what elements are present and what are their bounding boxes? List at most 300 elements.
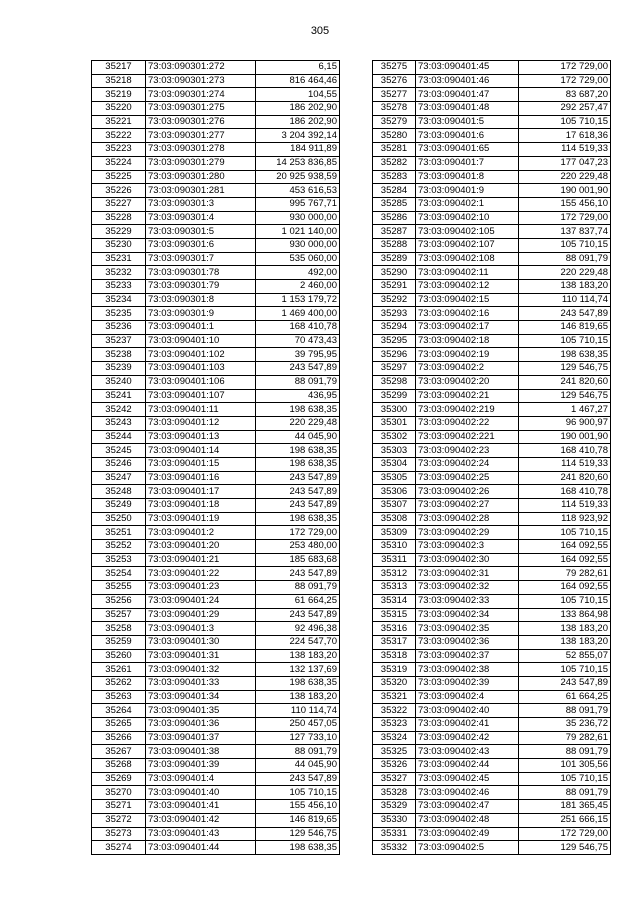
table-row <box>373 499 611 513</box>
table-row <box>92 676 340 690</box>
table-row <box>373 389 611 403</box>
value-cell: 198 638,35 <box>256 512 340 526</box>
record-number-cell: 35240 <box>92 375 146 389</box>
value-cell: 138 183,20 <box>256 649 340 663</box>
cadastral-number-cell: 73:03:090301:7 <box>146 252 256 266</box>
record-number-cell: 35324 <box>373 731 416 745</box>
record-number-cell: 35249 <box>92 499 146 513</box>
record-number-cell: 35282 <box>373 156 416 170</box>
table-row <box>92 485 340 499</box>
value-cell: 92 496,38 <box>256 622 340 636</box>
record-number-cell: 35277 <box>373 88 416 102</box>
table-row <box>92 718 340 732</box>
value-cell: 168 410,78 <box>519 444 611 458</box>
table-row <box>92 307 340 321</box>
record-number-cell: 35252 <box>92 540 146 554</box>
table-row <box>373 321 611 335</box>
table-row <box>373 115 611 129</box>
table-row <box>92 827 340 841</box>
value-cell: 220 229,48 <box>256 416 340 430</box>
value-cell: 816 464,46 <box>256 74 340 88</box>
cadastral-number-cell: 73:03:090401:29 <box>146 608 256 622</box>
table-row <box>92 594 340 608</box>
value-cell: 2 460,00 <box>256 280 340 294</box>
table-row <box>92 471 340 485</box>
table-row <box>373 129 611 143</box>
record-number-cell: 35271 <box>92 800 146 814</box>
cadastral-number-cell: 73:03:090402:31 <box>416 567 519 581</box>
cadastral-number-cell: 73:03:090301:275 <box>146 102 256 116</box>
value-cell: 198 638,35 <box>256 676 340 690</box>
table-row <box>92 102 340 116</box>
value-cell: 79 282,61 <box>519 567 611 581</box>
record-number-cell: 35286 <box>373 211 416 225</box>
record-number-cell: 35248 <box>92 485 146 499</box>
value-cell: 535 060,00 <box>256 252 340 266</box>
value-cell: 250 457,05 <box>256 718 340 732</box>
cadastral-number-cell: 73:03:090401:37 <box>146 731 256 745</box>
cadastral-table-left <box>91 60 340 855</box>
cadastral-number-cell: 73:03:090401:42 <box>146 813 256 827</box>
table-row <box>92 457 340 471</box>
cadastral-number-cell: 73:03:090401:38 <box>146 745 256 759</box>
record-number-cell: 35222 <box>92 129 146 143</box>
table-row <box>373 567 611 581</box>
value-cell: 110 114,74 <box>519 293 611 307</box>
cadastral-number-cell: 73:03:090402:33 <box>416 594 519 608</box>
table-row <box>92 143 340 157</box>
table-row <box>92 211 340 225</box>
cadastral-number-cell: 73:03:090402:15 <box>416 293 519 307</box>
record-number-cell: 35267 <box>92 745 146 759</box>
record-number-cell: 35319 <box>373 663 416 677</box>
record-number-cell: 35300 <box>373 403 416 417</box>
table-row <box>92 581 340 595</box>
table-row <box>373 74 611 88</box>
table-row <box>373 307 611 321</box>
table-row <box>373 61 611 75</box>
table-row <box>373 170 611 184</box>
record-number-cell: 35305 <box>373 471 416 485</box>
value-cell: 1 153 179,72 <box>256 293 340 307</box>
value-cell: 104,55 <box>256 88 340 102</box>
value-cell: 101 305,56 <box>519 759 611 773</box>
value-cell: 17 618,36 <box>519 129 611 143</box>
record-number-cell: 35246 <box>92 457 146 471</box>
value-cell: 96 900,97 <box>519 416 611 430</box>
cadastral-number-cell: 73:03:090402:18 <box>416 334 519 348</box>
cadastral-number-cell: 73:03:090402:39 <box>416 676 519 690</box>
record-number-cell: 35234 <box>92 293 146 307</box>
value-cell: 133 864,98 <box>519 608 611 622</box>
table-row <box>373 540 611 554</box>
table-row <box>92 74 340 88</box>
cadastral-number-cell: 73:03:090402:43 <box>416 745 519 759</box>
record-number-cell: 35311 <box>373 553 416 567</box>
table-row <box>373 813 611 827</box>
value-cell: 3 204 392,14 <box>256 129 340 143</box>
record-number-cell: 35265 <box>92 718 146 732</box>
value-cell: 129 546,75 <box>519 362 611 376</box>
value-cell: 39 795,95 <box>256 348 340 362</box>
record-number-cell: 35229 <box>92 225 146 239</box>
record-number-cell: 35291 <box>373 280 416 294</box>
record-number-cell: 35225 <box>92 170 146 184</box>
cadastral-number-cell: 73:03:090402:25 <box>416 471 519 485</box>
record-number-cell: 35285 <box>373 197 416 211</box>
record-number-cell: 35310 <box>373 540 416 554</box>
cadastral-number-cell: 73:03:090402:10 <box>416 211 519 225</box>
table-row <box>373 485 611 499</box>
value-cell: 164 092,55 <box>519 553 611 567</box>
value-cell: 155 456,10 <box>256 800 340 814</box>
record-number-cell: 35255 <box>92 581 146 595</box>
cadastral-number-cell: 73:03:090401:43 <box>146 827 256 841</box>
cadastral-number-cell: 73:03:090401:5 <box>416 115 519 129</box>
table-row <box>373 143 611 157</box>
record-number-cell: 35293 <box>373 307 416 321</box>
record-number-cell: 35287 <box>373 225 416 239</box>
value-cell: 105 710,15 <box>519 526 611 540</box>
table-row <box>92 649 340 663</box>
cadastral-number-cell: 73:03:090402:35 <box>416 622 519 636</box>
record-number-cell: 35218 <box>92 74 146 88</box>
value-cell: 172 729,00 <box>256 526 340 540</box>
value-cell: 137 837,74 <box>519 225 611 239</box>
table-row <box>373 88 611 102</box>
cadastral-number-cell: 73:03:090401:11 <box>146 403 256 417</box>
value-cell: 105 710,15 <box>519 334 611 348</box>
record-number-cell: 35266 <box>92 731 146 745</box>
table-row <box>92 334 340 348</box>
table-row <box>373 800 611 814</box>
cadastral-number-cell: 73:03:090402:5 <box>416 841 519 855</box>
cadastral-number-cell: 73:03:090402:37 <box>416 649 519 663</box>
record-number-cell: 35312 <box>373 567 416 581</box>
value-cell: 105 710,15 <box>519 115 611 129</box>
record-number-cell: 35257 <box>92 608 146 622</box>
cadastral-number-cell: 73:03:090401:14 <box>146 444 256 458</box>
table-row <box>373 471 611 485</box>
table-row <box>373 772 611 786</box>
value-cell: 110 114,74 <box>256 704 340 718</box>
cadastral-number-cell: 73:03:090402:42 <box>416 731 519 745</box>
table-row <box>373 211 611 225</box>
table-row <box>373 197 611 211</box>
record-number-cell: 35263 <box>92 690 146 704</box>
record-number-cell: 35217 <box>92 61 146 75</box>
record-number-cell: 35309 <box>373 526 416 540</box>
cadastral-number-cell: 73:03:090401:20 <box>146 540 256 554</box>
cadastral-number-cell: 73:03:090301:5 <box>146 225 256 239</box>
value-cell: 114 519,33 <box>519 457 611 471</box>
value-cell: 114 519,33 <box>519 143 611 157</box>
value-cell: 436,95 <box>256 389 340 403</box>
record-number-cell: 35274 <box>92 841 146 855</box>
table-row <box>92 663 340 677</box>
table-row <box>92 731 340 745</box>
table-row <box>373 225 611 239</box>
table-row <box>373 293 611 307</box>
value-cell: 172 729,00 <box>519 827 611 841</box>
value-cell: 172 729,00 <box>519 74 611 88</box>
table-row <box>373 375 611 389</box>
cadastral-number-cell: 73:03:090402:24 <box>416 457 519 471</box>
value-cell: 105 710,15 <box>519 594 611 608</box>
cadastral-number-cell: 73:03:090301:6 <box>146 238 256 252</box>
cadastral-number-cell: 73:03:090402:48 <box>416 813 519 827</box>
table-row <box>92 184 340 198</box>
value-cell: 105 710,15 <box>519 663 611 677</box>
cadastral-number-cell: 73:03:090401:32 <box>146 663 256 677</box>
cadastral-number-cell: 73:03:090301:273 <box>146 74 256 88</box>
value-cell: 61 664,25 <box>256 594 340 608</box>
cadastral-number-cell: 73:03:090402:3 <box>416 540 519 554</box>
value-cell: 243 547,89 <box>256 608 340 622</box>
record-number-cell: 35284 <box>373 184 416 198</box>
record-number-cell: 35264 <box>92 704 146 718</box>
cadastral-number-cell: 73:03:090401:103 <box>146 362 256 376</box>
table-row <box>92 348 340 362</box>
cadastral-number-cell: 73:03:090401:44 <box>146 841 256 855</box>
value-cell: 251 666,15 <box>519 813 611 827</box>
record-number-cell: 35313 <box>373 581 416 595</box>
record-number-cell: 35316 <box>373 622 416 636</box>
record-number-cell: 35283 <box>373 170 416 184</box>
cadastral-number-cell: 73:03:090401:106 <box>146 375 256 389</box>
record-number-cell: 35224 <box>92 156 146 170</box>
value-cell: 453 616,53 <box>256 184 340 198</box>
cadastral-number-cell: 73:03:090401:46 <box>416 74 519 88</box>
record-number-cell: 35276 <box>373 74 416 88</box>
value-cell: 172 729,00 <box>519 211 611 225</box>
cadastral-number-cell: 73:03:090401:6 <box>416 129 519 143</box>
record-number-cell: 35270 <box>92 786 146 800</box>
table-row <box>373 718 611 732</box>
table-row <box>373 649 611 663</box>
cadastral-number-cell: 73:03:090402:221 <box>416 430 519 444</box>
table-row <box>92 129 340 143</box>
value-cell: 190 001,90 <box>519 430 611 444</box>
value-cell: 220 229,48 <box>519 266 611 280</box>
record-number-cell: 35322 <box>373 704 416 718</box>
table-row <box>373 430 611 444</box>
value-cell: 88 091,79 <box>256 375 340 389</box>
table-row <box>373 759 611 773</box>
record-number-cell: 35290 <box>373 266 416 280</box>
table-row <box>92 512 340 526</box>
record-number-cell: 35251 <box>92 526 146 540</box>
value-cell: 20 925 938,59 <box>256 170 340 184</box>
record-number-cell: 35308 <box>373 512 416 526</box>
value-cell: 138 183,20 <box>519 635 611 649</box>
table-row <box>92 430 340 444</box>
record-number-cell: 35275 <box>373 61 416 75</box>
value-cell: 243 547,89 <box>256 471 340 485</box>
table-row <box>373 102 611 116</box>
record-number-cell: 35330 <box>373 813 416 827</box>
value-cell: 168 410,78 <box>256 321 340 335</box>
cadastral-number-cell: 73:03:090402:40 <box>416 704 519 718</box>
table-row <box>373 266 611 280</box>
cadastral-number-cell: 73:03:090301:8 <box>146 293 256 307</box>
table-row <box>92 321 340 335</box>
table-row <box>92 567 340 581</box>
table-row <box>373 403 611 417</box>
table-row <box>92 225 340 239</box>
record-number-cell: 35273 <box>92 827 146 841</box>
cadastral-number-cell: 73:03:090401:31 <box>146 649 256 663</box>
table-row <box>373 184 611 198</box>
value-cell: 220 229,48 <box>519 170 611 184</box>
cadastral-number-cell: 73:03:090401:16 <box>146 471 256 485</box>
value-cell: 186 202,90 <box>256 102 340 116</box>
value-cell: 129 546,75 <box>256 827 340 841</box>
cadastral-number-cell: 73:03:090301:274 <box>146 88 256 102</box>
table-row <box>373 156 611 170</box>
value-cell: 184 911,89 <box>256 143 340 157</box>
value-cell: 138 183,20 <box>519 622 611 636</box>
record-number-cell: 35262 <box>92 676 146 690</box>
record-number-cell: 35226 <box>92 184 146 198</box>
cadastral-number-cell: 73:03:090301:276 <box>146 115 256 129</box>
value-cell: 88 091,79 <box>519 786 611 800</box>
record-number-cell: 35304 <box>373 457 416 471</box>
value-cell: 44 045,90 <box>256 759 340 773</box>
table-row <box>92 197 340 211</box>
cadastral-number-cell: 73:03:090402:19 <box>416 348 519 362</box>
record-number-cell: 35296 <box>373 348 416 362</box>
cadastral-number-cell: 73:03:090402:27 <box>416 499 519 513</box>
record-number-cell: 35317 <box>373 635 416 649</box>
value-cell: 930 000,00 <box>256 238 340 252</box>
cadastral-number-cell: 73:03:090401:48 <box>416 102 519 116</box>
cadastral-number-cell: 73:03:090402:26 <box>416 485 519 499</box>
record-number-cell: 35272 <box>92 813 146 827</box>
value-cell: 243 547,89 <box>519 307 611 321</box>
value-cell: 88 091,79 <box>519 252 611 266</box>
record-number-cell: 35258 <box>92 622 146 636</box>
value-cell: 198 638,35 <box>256 457 340 471</box>
record-number-cell: 35315 <box>373 608 416 622</box>
table-row <box>92 403 340 417</box>
table-row <box>373 526 611 540</box>
record-number-cell: 35281 <box>373 143 416 157</box>
table-row <box>373 512 611 526</box>
cadastral-number-cell: 73:03:090402:17 <box>416 321 519 335</box>
value-cell: 105 710,15 <box>519 772 611 786</box>
value-cell: 105 710,15 <box>519 238 611 252</box>
record-number-cell: 35241 <box>92 389 146 403</box>
record-number-cell: 35329 <box>373 800 416 814</box>
value-cell: 198 638,35 <box>256 444 340 458</box>
cadastral-number-cell: 73:03:090401:30 <box>146 635 256 649</box>
cadastral-table-right <box>372 60 611 855</box>
cadastral-number-cell: 73:03:090402:44 <box>416 759 519 773</box>
value-cell: 198 638,35 <box>256 841 340 855</box>
value-cell: 1 467,27 <box>519 403 611 417</box>
table-row <box>373 444 611 458</box>
cadastral-number-cell: 73:03:090401:45 <box>416 61 519 75</box>
cadastral-number-cell: 73:03:090301:280 <box>146 170 256 184</box>
cadastral-number-cell: 73:03:090402:21 <box>416 389 519 403</box>
record-number-cell: 35280 <box>373 129 416 143</box>
value-cell: 35 236,72 <box>519 718 611 732</box>
cadastral-number-cell: 73:03:090402:47 <box>416 800 519 814</box>
page-number: 305 <box>310 25 330 37</box>
cadastral-number-cell: 73:03:090401:17 <box>146 485 256 499</box>
table-row <box>92 362 340 376</box>
record-number-cell: 35325 <box>373 745 416 759</box>
record-number-cell: 35237 <box>92 334 146 348</box>
table-row <box>373 553 611 567</box>
table-row <box>92 622 340 636</box>
record-number-cell: 35259 <box>92 635 146 649</box>
table-row <box>92 416 340 430</box>
table-row <box>92 88 340 102</box>
table-body-right <box>373 61 611 855</box>
value-cell: 198 638,35 <box>256 403 340 417</box>
cadastral-number-cell: 73:03:090401:39 <box>146 759 256 773</box>
record-number-cell: 35278 <box>373 102 416 116</box>
table-row <box>92 252 340 266</box>
table-row <box>92 444 340 458</box>
value-cell: 44 045,90 <box>256 430 340 444</box>
cadastral-number-cell: 73:03:090401:8 <box>416 170 519 184</box>
value-cell: 164 092,55 <box>519 540 611 554</box>
value-cell: 930 000,00 <box>256 211 340 225</box>
table-row <box>92 266 340 280</box>
cadastral-number-cell: 73:03:090401:19 <box>146 512 256 526</box>
cadastral-number-cell: 73:03:090401:40 <box>146 786 256 800</box>
table-row <box>92 499 340 513</box>
record-number-cell: 35232 <box>92 266 146 280</box>
record-number-cell: 35314 <box>373 594 416 608</box>
record-number-cell: 35254 <box>92 567 146 581</box>
record-number-cell: 35289 <box>373 252 416 266</box>
value-cell: 88 091,79 <box>519 704 611 718</box>
value-cell: 181 365,45 <box>519 800 611 814</box>
record-number-cell: 35297 <box>373 362 416 376</box>
cadastral-number-cell: 73:03:090401:36 <box>146 718 256 732</box>
record-number-cell: 35279 <box>373 115 416 129</box>
record-number-cell: 35219 <box>92 88 146 102</box>
record-number-cell: 35238 <box>92 348 146 362</box>
record-number-cell: 35298 <box>373 375 416 389</box>
cadastral-number-cell: 73:03:090401:18 <box>146 499 256 513</box>
value-cell: 88 091,79 <box>256 745 340 759</box>
record-number-cell: 35327 <box>373 772 416 786</box>
table-row <box>373 827 611 841</box>
table-row <box>92 115 340 129</box>
record-number-cell: 35230 <box>92 238 146 252</box>
cadastral-number-cell: 73:03:090401:102 <box>146 348 256 362</box>
value-cell: 243 547,89 <box>256 567 340 581</box>
table-row <box>373 594 611 608</box>
cadastral-number-cell: 73:03:090401:22 <box>146 567 256 581</box>
table-body-left <box>92 61 340 855</box>
cadastral-number-cell: 73:03:090402:34 <box>416 608 519 622</box>
table-row <box>92 293 340 307</box>
value-cell: 105 710,15 <box>256 786 340 800</box>
record-number-cell: 35236 <box>92 321 146 335</box>
table-row <box>373 362 611 376</box>
cadastral-number-cell: 73:03:090401:15 <box>146 457 256 471</box>
record-number-cell: 35318 <box>373 649 416 663</box>
table-row <box>92 841 340 855</box>
record-number-cell: 35328 <box>373 786 416 800</box>
record-number-cell: 35294 <box>373 321 416 335</box>
